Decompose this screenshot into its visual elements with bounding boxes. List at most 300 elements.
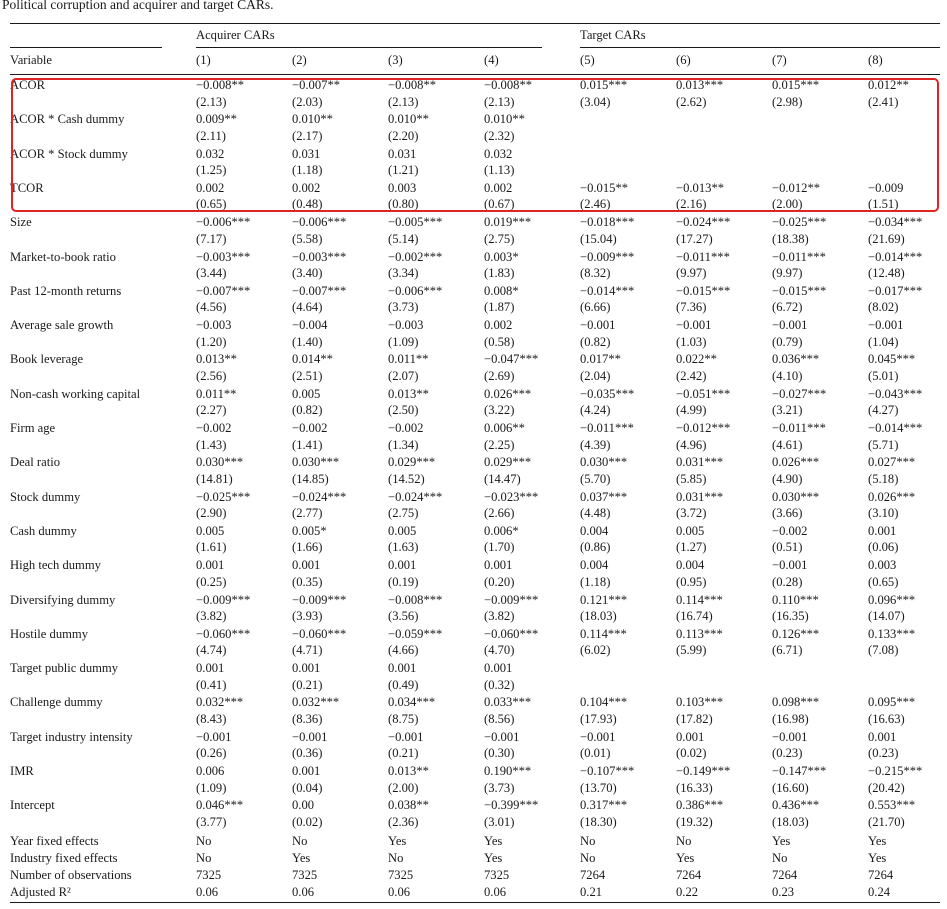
coefficient-cell: 0.026*** bbox=[772, 455, 820, 470]
t-stat-cell: (2.17) bbox=[292, 128, 323, 143]
coefficient-cell: 0.114*** bbox=[580, 626, 627, 641]
coefficient-cell: 0.038** bbox=[388, 798, 429, 813]
row-label: High tech dummy bbox=[10, 558, 101, 573]
coefficient-cell: −0.017*** bbox=[868, 283, 923, 298]
t-stat-cell: (2.13) bbox=[196, 94, 227, 109]
footer-value: Yes bbox=[868, 833, 887, 848]
row-label: Deal ratio bbox=[10, 455, 60, 470]
coefficient-cell: −0.060*** bbox=[196, 626, 251, 641]
coefficient-cell: 0.002 bbox=[484, 180, 513, 195]
t-stat-cell: (0.04) bbox=[292, 780, 323, 795]
top-rule bbox=[10, 23, 940, 24]
coefficient-cell: 0.317*** bbox=[580, 798, 628, 813]
t-stat-cell: (0.01) bbox=[580, 746, 611, 761]
t-stat-cell: (0.06) bbox=[868, 540, 899, 555]
coefficient-cell: 0.013*** bbox=[676, 78, 724, 92]
t-stat-cell: (7.08) bbox=[868, 643, 899, 658]
t-stat-cell: (14.47) bbox=[484, 471, 521, 486]
row-label: Market-to-book ratio bbox=[10, 249, 116, 264]
coefficient-cell: −0.107*** bbox=[580, 764, 635, 778]
row-label: Average sale growth bbox=[10, 318, 114, 333]
footer-value: Yes bbox=[484, 850, 503, 865]
row-label: ACOR * Stock dummy bbox=[10, 146, 128, 161]
footer-value: 7264 bbox=[868, 868, 894, 882]
footer-value: 7264 bbox=[772, 868, 798, 882]
footer-value: No bbox=[676, 833, 692, 848]
t-stat-cell: (1.43) bbox=[196, 437, 227, 452]
t-stat-cell: (1.18) bbox=[580, 574, 611, 589]
row-label: ACOR bbox=[10, 78, 45, 92]
coefficient-cell: −0.012*** bbox=[676, 421, 731, 435]
coefficient-cell: −0.002 bbox=[388, 421, 424, 435]
t-stat-cell: (0.26) bbox=[196, 746, 227, 761]
t-stat-cell: (21.70) bbox=[868, 814, 905, 829]
t-stat-cell: (4.99) bbox=[676, 403, 707, 418]
coefficient-cell: −0.003 bbox=[196, 318, 232, 333]
t-stat-cell: (0.30) bbox=[484, 746, 515, 761]
column-header: (2) bbox=[292, 53, 307, 67]
t-stat-cell: (0.65) bbox=[868, 574, 899, 589]
coefficient-cell: 0.006** bbox=[484, 421, 525, 435]
header-rule bbox=[10, 74, 940, 75]
t-stat-cell: (5.18) bbox=[868, 471, 899, 486]
t-stat-cell: (0.51) bbox=[772, 540, 803, 555]
coefficient-cell: −0.002 bbox=[772, 523, 808, 538]
t-stat-cell: (5.70) bbox=[580, 471, 611, 486]
coefficient-cell: 0.114*** bbox=[676, 592, 723, 607]
coefficient-cell: −0.001 bbox=[292, 729, 328, 744]
coefficient-cell: 0.010** bbox=[388, 112, 429, 127]
t-stat-cell: (5.01) bbox=[868, 368, 899, 383]
footer-value: Yes bbox=[484, 833, 503, 848]
t-stat-cell: (17.27) bbox=[676, 231, 713, 246]
coefficient-cell: 0.032 bbox=[196, 146, 225, 161]
t-stat-cell: (7.17) bbox=[196, 231, 227, 246]
coefficient-cell: 0.005 bbox=[676, 523, 705, 538]
t-stat-cell: (0.58) bbox=[484, 334, 515, 349]
t-stat-cell: (14.85) bbox=[292, 471, 329, 486]
column-header: (3) bbox=[388, 53, 403, 67]
coefficient-cell: 0.026*** bbox=[484, 386, 532, 401]
bottom-rule bbox=[10, 902, 940, 903]
row-label: IMR bbox=[10, 764, 34, 778]
coefficient-cell: 0.003 bbox=[868, 558, 897, 573]
coefficient-cell: −0.011*** bbox=[772, 421, 826, 435]
t-stat-cell: (3.66) bbox=[772, 506, 803, 521]
coefficient-cell: −0.147*** bbox=[772, 764, 827, 778]
footer-label: Number of observations bbox=[10, 868, 132, 882]
footer-value: 7325 bbox=[196, 868, 222, 882]
t-stat-cell: (13.70) bbox=[580, 780, 617, 795]
coefficient-cell: −0.015** bbox=[580, 180, 629, 195]
footer-label: Year fixed effects bbox=[10, 833, 99, 848]
t-stat-cell: (1.13) bbox=[484, 163, 515, 178]
acquirer-underline bbox=[196, 47, 542, 48]
coefficient-cell: −0.005*** bbox=[388, 215, 443, 230]
row-label: Book leverage bbox=[10, 352, 84, 367]
t-stat-cell: (3.73) bbox=[388, 300, 419, 315]
coefficient-cell: −0.006*** bbox=[196, 215, 251, 230]
coefficient-cell: 0.096*** bbox=[868, 592, 916, 607]
t-stat-cell: (0.67) bbox=[484, 197, 515, 212]
coefficient-cell: −0.025*** bbox=[772, 215, 827, 230]
t-stat-cell: (2.41) bbox=[868, 94, 899, 109]
t-stat-cell: (2.62) bbox=[676, 94, 707, 109]
t-stat-cell: (0.82) bbox=[292, 403, 323, 418]
t-stat-cell: (0.41) bbox=[196, 677, 227, 692]
t-stat-cell: (1.70) bbox=[484, 540, 515, 555]
row-label: Non-cash working capital bbox=[10, 386, 141, 401]
row-label: TCOR bbox=[10, 180, 44, 195]
coefficient-cell: 0.017** bbox=[580, 352, 621, 367]
row-label: Target public dummy bbox=[10, 661, 119, 676]
t-stat-cell: (3.34) bbox=[388, 266, 419, 280]
coefficient-cell: −0.002 bbox=[196, 421, 232, 435]
t-stat-cell: (2.90) bbox=[196, 506, 227, 521]
t-stat-cell: (0.80) bbox=[388, 197, 419, 212]
coefficient-cell: 0.013** bbox=[388, 764, 429, 778]
column-header: (4) bbox=[484, 53, 499, 67]
coefficient-cell: −0.002 bbox=[292, 421, 328, 435]
coefficient-cell: −0.059*** bbox=[388, 626, 443, 641]
coefficient-cell: 0.110*** bbox=[772, 592, 819, 607]
t-stat-cell: (8.75) bbox=[388, 711, 419, 726]
t-stat-cell: (1.51) bbox=[868, 197, 899, 212]
coefficient-cell: 0.001 bbox=[292, 558, 321, 573]
t-stat-cell: (2.56) bbox=[196, 368, 227, 383]
coefficient-cell: −0.011*** bbox=[772, 249, 826, 264]
coefficient-cell: 0.001 bbox=[868, 523, 897, 538]
coefficient-cell: 0.030*** bbox=[292, 455, 340, 470]
coefficient-cell: 0.030*** bbox=[772, 489, 820, 504]
footer-value: No bbox=[196, 850, 212, 865]
t-stat-cell: (1.25) bbox=[196, 163, 227, 178]
t-stat-cell: (7.36) bbox=[676, 300, 707, 315]
coefficient-cell: 0.190*** bbox=[484, 764, 532, 778]
t-stat-cell: (3.40) bbox=[292, 266, 323, 280]
t-stat-cell: (2.36) bbox=[388, 814, 419, 829]
coefficient-cell: 0.001 bbox=[484, 558, 513, 573]
footer-value: No bbox=[580, 833, 596, 848]
coefficient-cell: 0.036*** bbox=[772, 352, 820, 367]
footer-value: No bbox=[772, 850, 788, 865]
coefficient-cell: 0.005 bbox=[196, 523, 225, 538]
coefficient-cell: 0.031*** bbox=[676, 455, 724, 470]
footer-label: Adjusted R² bbox=[10, 885, 71, 900]
coefficient-cell: −0.024*** bbox=[676, 215, 731, 230]
t-stat-cell: (4.74) bbox=[196, 643, 227, 658]
footer-value: 0.06 bbox=[484, 885, 507, 900]
t-stat-cell: (2.11) bbox=[196, 128, 226, 143]
t-stat-cell: (1.27) bbox=[676, 540, 707, 555]
t-stat-cell: (4.70) bbox=[484, 643, 515, 658]
coefficient-cell: −0.149*** bbox=[676, 764, 731, 778]
group-header-target: Target CARs bbox=[580, 28, 646, 42]
coefficient-cell: −0.007** bbox=[292, 78, 341, 92]
coefficient-cell: −0.008** bbox=[196, 78, 245, 92]
footer-value: Yes bbox=[388, 833, 407, 848]
coefficient-cell: 0.003* bbox=[484, 249, 519, 264]
footer-value: 7325 bbox=[292, 868, 318, 882]
t-stat-cell: (6.66) bbox=[580, 300, 611, 315]
t-stat-cell: (2.13) bbox=[484, 94, 515, 109]
t-stat-cell: (1.40) bbox=[292, 334, 323, 349]
t-stat-cell: (5.71) bbox=[868, 437, 899, 452]
t-stat-cell: (16.63) bbox=[868, 711, 905, 726]
coefficient-cell: −0.014*** bbox=[868, 421, 923, 435]
coefficient-cell: −0.060*** bbox=[292, 626, 347, 641]
coefficient-cell: 0.001 bbox=[676, 729, 705, 744]
coefficient-cell: 0.001 bbox=[868, 729, 897, 744]
footer-value: 0.24 bbox=[868, 885, 891, 900]
coefficient-cell: 0.095*** bbox=[868, 695, 916, 710]
coefficient-cell: −0.047*** bbox=[484, 352, 539, 367]
t-stat-cell: (16.74) bbox=[676, 609, 713, 623]
column-header: (5) bbox=[580, 53, 595, 67]
t-stat-cell: (12.48) bbox=[868, 266, 905, 280]
highlight-box bbox=[11, 78, 939, 212]
t-stat-cell: (8.32) bbox=[580, 266, 611, 280]
coefficient-cell: 0.103*** bbox=[676, 695, 724, 710]
t-stat-cell: (4.90) bbox=[772, 471, 803, 486]
t-stat-cell: (5.58) bbox=[292, 231, 323, 246]
coefficient-cell: 0.031 bbox=[292, 146, 321, 161]
t-stat-cell: (3.01) bbox=[484, 814, 515, 829]
coefficient-cell: 0.031 bbox=[388, 146, 417, 161]
coefficient-cell: −0.007*** bbox=[196, 283, 251, 298]
t-stat-cell: (20.42) bbox=[868, 780, 905, 795]
t-stat-cell: (16.98) bbox=[772, 711, 809, 726]
t-stat-cell: (4.71) bbox=[292, 643, 323, 658]
footer-value: No bbox=[292, 833, 308, 848]
t-stat-cell: (16.33) bbox=[676, 780, 713, 795]
coefficient-cell: −0.004 bbox=[292, 318, 328, 333]
t-stat-cell: (3.56) bbox=[388, 609, 419, 623]
t-stat-cell: (0.35) bbox=[292, 574, 323, 589]
coefficient-cell: −0.008** bbox=[388, 78, 437, 92]
coefficient-cell: −0.008*** bbox=[388, 592, 443, 607]
t-stat-cell: (17.93) bbox=[580, 711, 617, 726]
t-stat-cell: (8.36) bbox=[292, 711, 323, 726]
coefficient-cell: 0.553*** bbox=[868, 798, 916, 813]
t-stat-cell: (5.14) bbox=[388, 231, 419, 246]
coefficient-cell: 0.104*** bbox=[580, 695, 628, 710]
t-stat-cell: (4.66) bbox=[388, 643, 419, 658]
coefficient-cell: −0.008** bbox=[484, 78, 533, 92]
t-stat-cell: (0.25) bbox=[196, 574, 227, 589]
coefficient-cell: 0.013** bbox=[196, 352, 237, 367]
coefficient-cell: 0.006 bbox=[196, 764, 225, 778]
coefficient-cell: −0.009*** bbox=[292, 592, 347, 607]
coefficient-cell: 0.001 bbox=[292, 661, 321, 676]
coefficient-cell: 0.011** bbox=[388, 352, 429, 367]
coefficient-cell: −0.003*** bbox=[196, 249, 251, 264]
coefficient-cell: 0.001 bbox=[484, 661, 513, 676]
t-stat-cell: (4.61) bbox=[772, 437, 803, 452]
coefficient-cell: −0.011*** bbox=[580, 421, 634, 435]
coefficient-cell: 0.133*** bbox=[868, 626, 916, 641]
coefficient-cell: −0.399*** bbox=[484, 798, 539, 813]
coefficient-cell: −0.001 bbox=[868, 318, 904, 333]
t-stat-cell: (17.82) bbox=[676, 711, 713, 726]
t-stat-cell: (1.63) bbox=[388, 540, 419, 555]
coefficient-cell: 0.002 bbox=[484, 318, 513, 333]
t-stat-cell: (3.73) bbox=[484, 780, 515, 795]
coefficient-cell: 0.037*** bbox=[580, 489, 628, 504]
t-stat-cell: (1.04) bbox=[868, 334, 899, 349]
coefficient-cell: −0.001 bbox=[484, 729, 520, 744]
footer-value: Yes bbox=[676, 850, 695, 865]
t-stat-cell: (4.39) bbox=[580, 437, 611, 452]
coefficient-cell: −0.043*** bbox=[868, 386, 923, 401]
t-stat-cell: (0.32) bbox=[484, 677, 515, 692]
column-header: (8) bbox=[868, 53, 883, 67]
t-stat-cell: (2.13) bbox=[388, 94, 419, 109]
t-stat-cell: (1.61) bbox=[196, 540, 227, 555]
coefficient-cell: 0.003 bbox=[388, 180, 417, 195]
footer-value: 7325 bbox=[388, 868, 414, 882]
coefficient-cell: 0.005* bbox=[292, 523, 327, 538]
coefficient-cell: 0.029*** bbox=[484, 455, 532, 470]
coefficient-cell: −0.006*** bbox=[388, 283, 443, 298]
t-stat-cell: (3.10) bbox=[868, 506, 899, 521]
t-stat-cell: (2.50) bbox=[388, 403, 419, 418]
coefficient-cell: 0.046*** bbox=[196, 798, 244, 813]
t-stat-cell: (18.03) bbox=[580, 609, 617, 623]
coefficient-cell: −0.013** bbox=[676, 180, 725, 195]
footer-value: 7264 bbox=[580, 868, 606, 882]
t-stat-cell: (4.64) bbox=[292, 300, 323, 315]
t-stat-cell: (2.69) bbox=[484, 368, 515, 383]
coefficient-cell: −0.011*** bbox=[676, 249, 730, 264]
coefficient-cell: 0.045*** bbox=[868, 352, 916, 367]
t-stat-cell: (0.28) bbox=[772, 574, 803, 589]
coefficient-cell: 0.001 bbox=[196, 661, 225, 676]
t-stat-cell: (0.36) bbox=[292, 746, 323, 761]
t-stat-cell: (14.07) bbox=[868, 609, 905, 623]
row-label: Past 12-month returns bbox=[10, 283, 122, 298]
t-stat-cell: (19.32) bbox=[676, 814, 713, 829]
coefficient-cell: −0.001 bbox=[196, 729, 232, 744]
coefficient-cell: 0.436*** bbox=[772, 798, 820, 813]
t-stat-cell: (1.21) bbox=[388, 163, 419, 178]
coefficient-cell: 0.386*** bbox=[676, 798, 724, 813]
coefficient-cell: −0.215*** bbox=[868, 764, 923, 778]
t-stat-cell: (4.24) bbox=[580, 403, 611, 418]
t-stat-cell: (8.56) bbox=[484, 711, 515, 726]
t-stat-cell: (0.20) bbox=[484, 574, 515, 589]
t-stat-cell: (9.97) bbox=[676, 266, 707, 280]
t-stat-cell: (2.42) bbox=[676, 368, 707, 383]
coefficient-cell: 0.004 bbox=[676, 558, 705, 573]
coefficient-cell: −0.015*** bbox=[676, 283, 731, 298]
coefficient-cell: 0.032 bbox=[484, 146, 513, 161]
coefficient-cell: 0.008* bbox=[484, 283, 519, 298]
t-stat-cell: (3.04) bbox=[580, 94, 611, 109]
coefficient-cell: −0.003 bbox=[388, 318, 424, 333]
coefficient-cell: −0.002*** bbox=[388, 249, 443, 264]
table-caption: Political corruption and acquirer and target CARs. bbox=[2, 0, 274, 12]
t-stat-cell: (0.79) bbox=[772, 334, 803, 349]
coefficient-cell: −0.009 bbox=[868, 180, 904, 195]
t-stat-cell: (1.20) bbox=[196, 334, 227, 349]
footer-value: No bbox=[580, 850, 596, 865]
coefficient-cell: 0.012** bbox=[868, 78, 909, 92]
coefficient-cell: 0.034*** bbox=[388, 695, 436, 710]
t-stat-cell: (2.75) bbox=[484, 231, 515, 246]
coefficient-cell: −0.027*** bbox=[772, 386, 827, 401]
t-stat-cell: (0.02) bbox=[676, 746, 707, 761]
footer-value: 0.06 bbox=[292, 885, 315, 900]
coefficient-cell: −0.014*** bbox=[580, 283, 635, 298]
coefficient-cell: 0.019*** bbox=[484, 215, 532, 230]
t-stat-cell: (2.00) bbox=[772, 197, 803, 212]
coefficient-cell: −0.051*** bbox=[676, 386, 731, 401]
coefficient-cell: 0.001 bbox=[388, 661, 417, 676]
t-stat-cell: (0.21) bbox=[388, 746, 419, 761]
coefficient-cell: 0.006* bbox=[484, 523, 519, 538]
footer-value: 0.21 bbox=[580, 885, 603, 900]
row-label: Hostile dummy bbox=[10, 626, 89, 641]
t-stat-cell: (2.25) bbox=[484, 437, 515, 452]
t-stat-cell: (16.35) bbox=[772, 609, 809, 623]
row-label: Firm age bbox=[10, 421, 56, 435]
coefficient-cell: 0.032*** bbox=[196, 695, 244, 710]
coefficient-cell: 0.098*** bbox=[772, 695, 820, 710]
footer-value: 0.06 bbox=[196, 885, 219, 900]
t-stat-cell: (0.19) bbox=[388, 574, 419, 589]
t-stat-cell: (2.03) bbox=[292, 94, 323, 109]
coefficient-cell: 0.014** bbox=[292, 352, 333, 367]
coefficient-cell: 0.121*** bbox=[580, 592, 628, 607]
t-stat-cell: (0.21) bbox=[292, 677, 323, 692]
variable-column-header: Variable bbox=[10, 53, 52, 67]
t-stat-cell: (2.75) bbox=[388, 506, 419, 521]
t-stat-cell: (0.23) bbox=[868, 746, 899, 761]
t-stat-cell: (0.02) bbox=[292, 814, 323, 829]
row-label: Intercept bbox=[10, 798, 55, 813]
t-stat-cell: (8.02) bbox=[868, 300, 899, 315]
coefficient-cell: 0.001 bbox=[196, 558, 225, 573]
t-stat-cell: (0.48) bbox=[292, 197, 323, 212]
footer-value: 7264 bbox=[676, 868, 702, 882]
t-stat-cell: (2.07) bbox=[388, 368, 419, 383]
coefficient-cell: −0.024*** bbox=[388, 489, 443, 504]
t-stat-cell: (2.98) bbox=[772, 94, 803, 109]
footer-value: No bbox=[388, 850, 404, 865]
row-label: Diversifying dummy bbox=[10, 592, 116, 607]
t-stat-cell: (18.38) bbox=[772, 231, 809, 246]
t-stat-cell: (2.77) bbox=[292, 506, 323, 521]
coefficient-cell: 0.031*** bbox=[676, 489, 724, 504]
coefficient-cell: 0.013** bbox=[388, 386, 429, 401]
coefficient-cell: −0.025*** bbox=[196, 489, 251, 504]
t-stat-cell: (6.71) bbox=[772, 643, 803, 658]
row-label: Challenge dummy bbox=[10, 695, 103, 710]
t-stat-cell: (4.27) bbox=[868, 403, 899, 418]
coefficient-cell: −0.006*** bbox=[292, 215, 347, 230]
t-stat-cell: (2.04) bbox=[580, 368, 611, 383]
row-label: Cash dummy bbox=[10, 523, 77, 538]
t-stat-cell: (3.93) bbox=[292, 609, 323, 623]
column-header: (1) bbox=[196, 53, 211, 67]
coefficient-cell: −0.018*** bbox=[580, 215, 635, 230]
t-stat-cell: (4.10) bbox=[772, 368, 803, 383]
t-stat-cell: (2.32) bbox=[484, 128, 515, 143]
coefficient-cell: 0.022** bbox=[676, 352, 717, 367]
t-stat-cell: (3.77) bbox=[196, 814, 227, 829]
column-header: (7) bbox=[772, 53, 787, 67]
